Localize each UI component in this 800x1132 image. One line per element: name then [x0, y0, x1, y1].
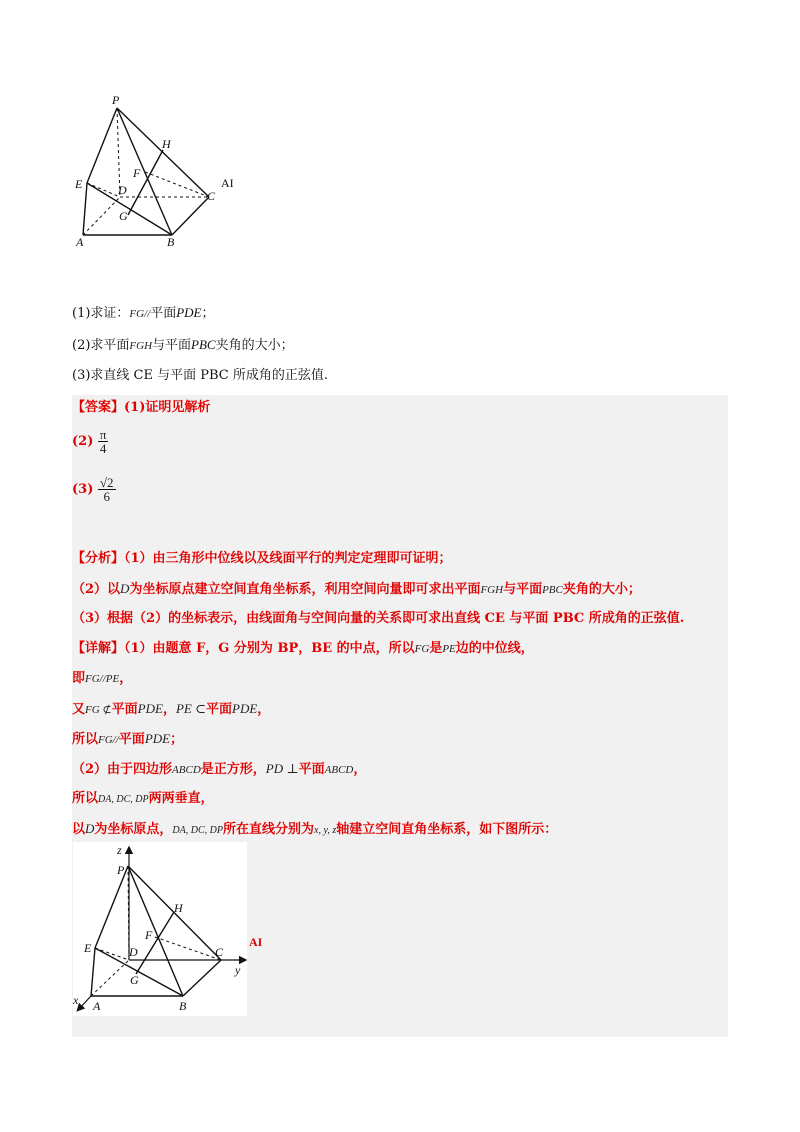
detail-6-a: 所以: [72, 791, 99, 806]
q2-mid: 与平面: [152, 338, 192, 353]
answer-3-label: (3): [72, 482, 94, 497]
q2-prefix: (2)求平面: [72, 338, 130, 353]
fig1-label-D: D: [118, 183, 127, 197]
detail-5-expr2: PD ⊥: [265, 761, 299, 776]
analysis-line-3: （3）根据（2）的坐标表示，由线面角与空间向量的关系即可求出直线 CE 与平面 PBC 所成角的正弦值.: [72, 611, 685, 626]
fig1-label-G: G: [119, 209, 128, 223]
detail-1-pe: PE: [442, 643, 456, 655]
detail-3-expr1: FG ⊄: [85, 704, 112, 716]
detail-1-fg: FG: [414, 643, 430, 655]
detail-3-e: ，: [257, 702, 271, 717]
fig2-label-P: P: [117, 863, 125, 877]
fig1-label-B: B: [167, 235, 175, 249]
answer-2-den: 4: [98, 441, 109, 455]
analysis-2-c: 与平面: [503, 582, 543, 597]
detail-4-expr1: FG//: [98, 734, 119, 746]
detail-7-b: 为坐标原点，: [94, 822, 173, 837]
detail-4-c: ；: [170, 732, 184, 747]
q1-mid: 平面: [150, 306, 177, 321]
detail-line-5: [72, 762, 366, 776]
detail-6-b: 两两垂直，: [148, 791, 214, 806]
q2-expr1: FGH: [129, 340, 153, 352]
answer-2: [72, 428, 108, 455]
detail-5-a: （2）由于四边形: [72, 762, 173, 777]
q2-suffix: 夹角的大小；: [215, 338, 294, 353]
detail-line-2: [72, 672, 132, 685]
detail-4-b: 平面: [118, 732, 145, 747]
answer-2-fraction: [98, 428, 109, 455]
fig2-label-E: E: [84, 941, 92, 955]
answer-line-1: 【答案】(1)证明见解析: [72, 400, 211, 415]
detail-5-expr3: ABCD: [324, 764, 354, 776]
fig1-label-A: A: [76, 235, 84, 249]
detail-2-b: ，: [119, 671, 133, 686]
detail-7-c: 所在直线分别为: [222, 822, 314, 837]
answer-3-num: √2: [99, 475, 114, 490]
detail-5-expr1: ABCD: [172, 764, 201, 776]
answer-2-label: (2): [72, 434, 94, 449]
fig2-label-F: F: [145, 928, 153, 942]
detail-3-b: 平面: [111, 702, 138, 717]
detail-1-c: 边的中位线，: [455, 641, 534, 656]
analysis-line-1: 【分析】（1）由三角形中位线以及线面平行的判定定理即可证明；: [72, 551, 452, 566]
detail-7-e: 轴建立空间直角坐标系，如下图所示：: [336, 822, 558, 837]
detail-7-expr2: x, y, z: [314, 825, 337, 836]
fig2-label-G: G: [130, 973, 139, 987]
detail-line-6: [72, 792, 214, 805]
fig1-label-H: H: [162, 137, 171, 151]
analysis-2-e: 夹角的大小；: [562, 582, 641, 597]
q2-expr2: PBC: [191, 337, 216, 352]
fig1-watermark: AI: [221, 176, 234, 190]
q1-expr2: PDE: [176, 305, 202, 320]
analysis-2-a: （2）以: [72, 582, 121, 597]
question-3: (3)求直线 CE 与平面 PBC 所成角的正弦值.: [72, 368, 329, 383]
detail-3-c: ，: [162, 702, 176, 717]
detail-7-a: 以: [72, 822, 86, 837]
detail-5-b: 是正方形，: [200, 762, 266, 777]
analysis-line-2: [72, 582, 641, 596]
fig2-watermark: AI: [249, 935, 263, 949]
fig1-label-P: P: [112, 93, 120, 107]
analysis-2-fgh: FGH: [480, 584, 504, 596]
q1-prefix: (1)求证：: [72, 306, 130, 321]
detail-3-d: 平面: [206, 702, 233, 717]
detail-4-expr2: PDE: [144, 731, 171, 746]
answer-3-fraction: [98, 476, 116, 503]
fig2-label-z: z: [117, 843, 122, 857]
q1-expr1: FG//: [129, 308, 151, 320]
detail-1-b: 是: [429, 641, 443, 656]
analysis-2-d: D: [120, 581, 130, 596]
detail-line-7: [72, 822, 557, 836]
detail-line-1: [72, 642, 534, 655]
analysis-2-pbc: PBC: [542, 584, 563, 596]
detail-3-a: 又: [72, 702, 86, 717]
figure-1-pyramid: [70, 90, 250, 250]
fig1-label-C: C: [207, 189, 216, 203]
detail-1-a: 【详解】（1）由题意 F，G 分别为 BP，BE 的中点，所以: [72, 641, 415, 656]
answer-3-den: 6: [98, 489, 116, 503]
answer-3: [72, 476, 116, 503]
detail-6-expr: DA, DC, DP: [98, 794, 149, 805]
fig1-label-E: E: [75, 177, 83, 191]
question-2: [72, 338, 294, 352]
q1-suffix: ；: [201, 306, 215, 321]
fig2-label-D: D: [129, 945, 138, 959]
detail-7-expr1: DA, DC, DP: [172, 825, 223, 836]
fig2-label-x: x: [73, 993, 79, 1007]
fig2-label-B: B: [179, 999, 187, 1013]
detail-5-c: 平面: [298, 762, 325, 777]
fig2-label-A: A: [93, 999, 101, 1013]
detail-line-4: [72, 732, 183, 746]
question-1: [72, 306, 215, 320]
detail-7-d: D: [85, 821, 95, 836]
detail-2-expr: FG//PE: [85, 673, 120, 685]
fig2-label-H: H: [174, 901, 183, 915]
detail-2-a: 即: [72, 671, 86, 686]
detail-3-expr3: PE ⊂: [175, 701, 206, 716]
detail-5-d: ，: [353, 762, 367, 777]
detail-4-a: 所以: [72, 732, 99, 747]
fig2-label-y: y: [235, 963, 241, 977]
fig1-label-F: F: [133, 166, 141, 180]
detail-line-3: [72, 702, 270, 716]
detail-3-expr4: PDE: [232, 701, 258, 716]
analysis-2-b: 为坐标原点建立空间直角坐标系，利用空间向量即可求出平面: [129, 582, 481, 597]
answer-2-num: π: [99, 427, 107, 442]
figure-2-coordinate-pyramid: [73, 842, 273, 1020]
fig2-label-C: C: [215, 945, 224, 959]
detail-3-expr2: PDE: [137, 701, 163, 716]
